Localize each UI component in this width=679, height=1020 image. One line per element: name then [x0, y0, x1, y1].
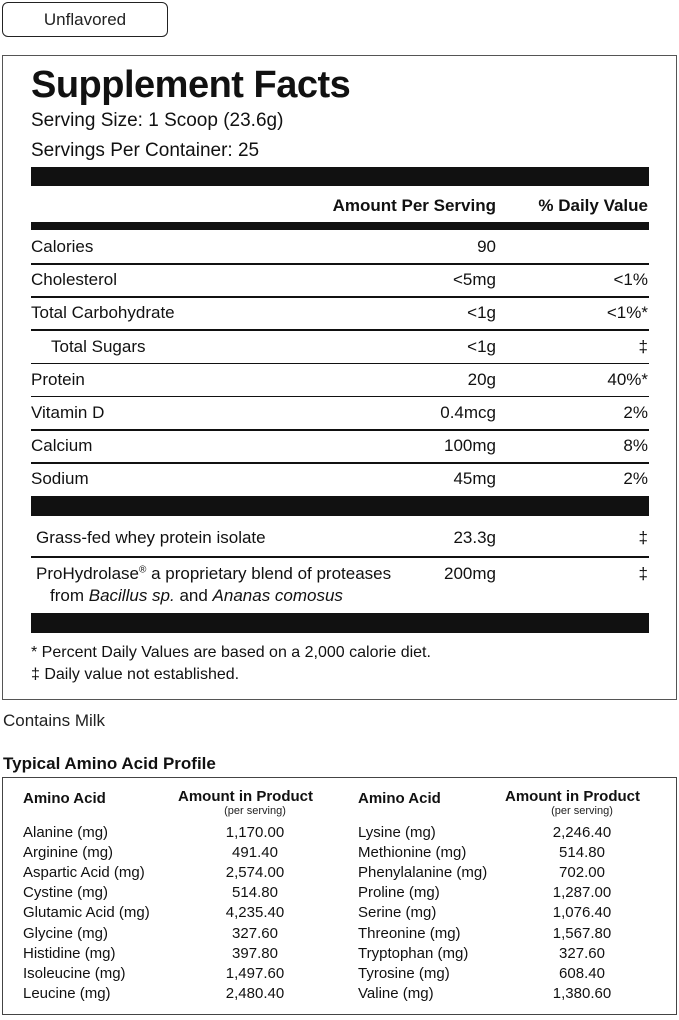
nutrient-daily-value: <1%* [606, 303, 648, 323]
nutrient-amount: <1g [467, 336, 496, 356]
row-divider [31, 396, 649, 398]
header-daily-value: % Daily Value [538, 196, 648, 215]
amino-acid-amount: 327.60 [559, 944, 605, 962]
amino-acid-name: Methionine (mg) [358, 844, 467, 862]
amino-acid-amount: 1,380.60 [552, 984, 612, 1002]
row-divider [31, 556, 649, 558]
row-divider [31, 429, 649, 431]
amino-acid-amount: 2,480.40 [225, 984, 285, 1002]
amino-acid-amount: 1,170.00 [225, 824, 285, 841]
amino-acid-amount: 2,574.00 [225, 864, 285, 882]
nutrient-label: Total Carbohydrate [31, 303, 175, 323]
header-amount-per-serving: Amount Per Serving [332, 196, 496, 215]
amino-acid-name: Lysine (mg) [358, 824, 436, 841]
ingredient-daily-value: ‡ [638, 564, 648, 583]
ingredient-daily-value: ‡ [638, 528, 648, 547]
amino-acid-name: Threonine (mg) [358, 924, 461, 942]
amino-acid-amount: 1,567.80 [552, 924, 612, 942]
ingredient-source [50, 586, 343, 606]
medium-divider [31, 222, 649, 230]
amino-acid-amount: 1,287.00 [552, 884, 612, 902]
nutrient-amount: 0.4mcg [440, 403, 496, 422]
row-divider [31, 329, 649, 331]
nutrient-label: Protein [31, 369, 85, 389]
footnote-percent-dv: * Percent Daily Values are based on a 2,000 calorie diet. [31, 644, 431, 661]
amino-acid-name: Valine (mg) [358, 984, 434, 1002]
amino-acid-amount: 2,246.40 [552, 824, 612, 841]
column-header-subtitle: (per serving) [551, 805, 613, 817]
registered-mark: ® [139, 564, 147, 576]
amino-profile-title: Typical Amino Acid Profile [3, 754, 216, 773]
amino-acid-name: Glycine (mg) [23, 924, 109, 942]
amino-acid-name: Arginine (mg) [23, 844, 114, 862]
amino-acid-name: Tryptophan (mg) [358, 944, 469, 962]
amino-acid-amount: 702.00 [559, 864, 605, 882]
footnote-dv-not-established: ‡ Daily value not established. [31, 666, 240, 683]
nutrient-daily-value: 2% [623, 403, 648, 422]
ingredient-label: Grass-fed whey protein isolate [36, 528, 266, 547]
flavor-option-unflavored[interactable]: Unflavored [2, 2, 168, 37]
source-prefix: from [50, 586, 89, 605]
column-header-subtitle: (per serving) [224, 805, 286, 817]
source-conjunction: and [174, 586, 213, 605]
nutrient-daily-value: ‡ [638, 336, 648, 356]
facts-title: Supplement Facts [31, 64, 351, 106]
nutrient-label: Sodium [31, 469, 89, 489]
row-divider [31, 462, 649, 464]
amino-acid-name: Tyrosine (mg) [358, 964, 450, 982]
servings-per-container: Servings Per Container: 25 [31, 140, 260, 161]
thick-divider [31, 496, 649, 516]
nutrient-label: Calcium [31, 436, 93, 456]
amino-acid-name: Phenylalanine (mg) [358, 864, 488, 882]
nutrient-label: Total Sugars [51, 336, 146, 356]
nutrient-daily-value: 40%* [607, 369, 648, 389]
amino-acid-amount: 491.40 [232, 844, 278, 862]
nutrient-amount: 100mg [444, 436, 496, 456]
row-divider [31, 363, 649, 365]
nutrient-amount: 20g [467, 369, 496, 389]
amino-acid-amount: 327.60 [232, 924, 278, 942]
column-header-amount: Amount in Product [505, 788, 640, 805]
column-header-amino-acid: Amino Acid [23, 790, 106, 807]
thick-divider [31, 167, 649, 186]
supplement-facts-panel [2, 55, 677, 700]
species-name: Ananas comosus [212, 586, 343, 605]
column-header-amount: Amount in Product [178, 788, 313, 805]
allergen-statement: Contains Milk [3, 711, 106, 730]
nutrient-daily-value: 2% [623, 469, 648, 489]
ingredient-description: a proprietary blend of proteases [146, 564, 392, 583]
nutrient-label: Calories [31, 237, 94, 256]
amino-acid-amount: 397.80 [232, 944, 278, 962]
amino-acid-name: Isoleucine (mg) [23, 964, 126, 982]
amino-profile-table [2, 777, 677, 1015]
serving-size: Serving Size: 1 Scoop (23.6g) [31, 110, 284, 131]
nutrient-amount: <5mg [453, 270, 496, 290]
amino-acid-name: Serine (mg) [358, 904, 437, 922]
amino-acid-amount: 1,497.60 [225, 964, 285, 982]
nutrient-amount: 45mg [453, 469, 496, 489]
ingredient-label [36, 564, 391, 584]
ingredient-name: ProHydrolase [36, 564, 139, 583]
row-divider [31, 263, 649, 265]
amino-acid-amount: 4,235.40 [225, 904, 285, 922]
amino-acid-name: Glutamic Acid (mg) [23, 904, 150, 922]
column-header-amino-acid: Amino Acid [358, 790, 441, 807]
amino-acid-amount: 514.80 [232, 884, 278, 902]
amino-acid-name: Cystine (mg) [23, 884, 109, 902]
nutrient-label: Vitamin D [31, 403, 105, 422]
amino-acid-name: Proline (mg) [358, 884, 440, 902]
amino-acid-name: Leucine (mg) [23, 984, 111, 1002]
amino-acid-amount: 1,076.40 [552, 904, 612, 922]
amino-acid-amount: 608.40 [559, 964, 605, 982]
nutrient-daily-value: 8% [623, 436, 648, 456]
nutrient-label: Cholesterol [31, 270, 117, 290]
nutrient-amount: <1g [467, 303, 496, 323]
amino-acid-name: Histidine (mg) [23, 944, 116, 962]
species-name: Bacillus sp. [88, 586, 175, 605]
amino-acid-amount: 514.80 [559, 844, 605, 862]
amino-acid-name: Aspartic Acid (mg) [23, 864, 145, 882]
ingredient-amount: 200mg [444, 564, 496, 583]
thick-divider [31, 613, 649, 633]
ingredient-amount: 23.3g [453, 528, 496, 547]
amino-acid-name: Alanine (mg) [23, 824, 109, 841]
row-divider [31, 296, 649, 298]
nutrient-amount: 90 [477, 237, 496, 256]
nutrient-daily-value: <1% [613, 270, 648, 290]
